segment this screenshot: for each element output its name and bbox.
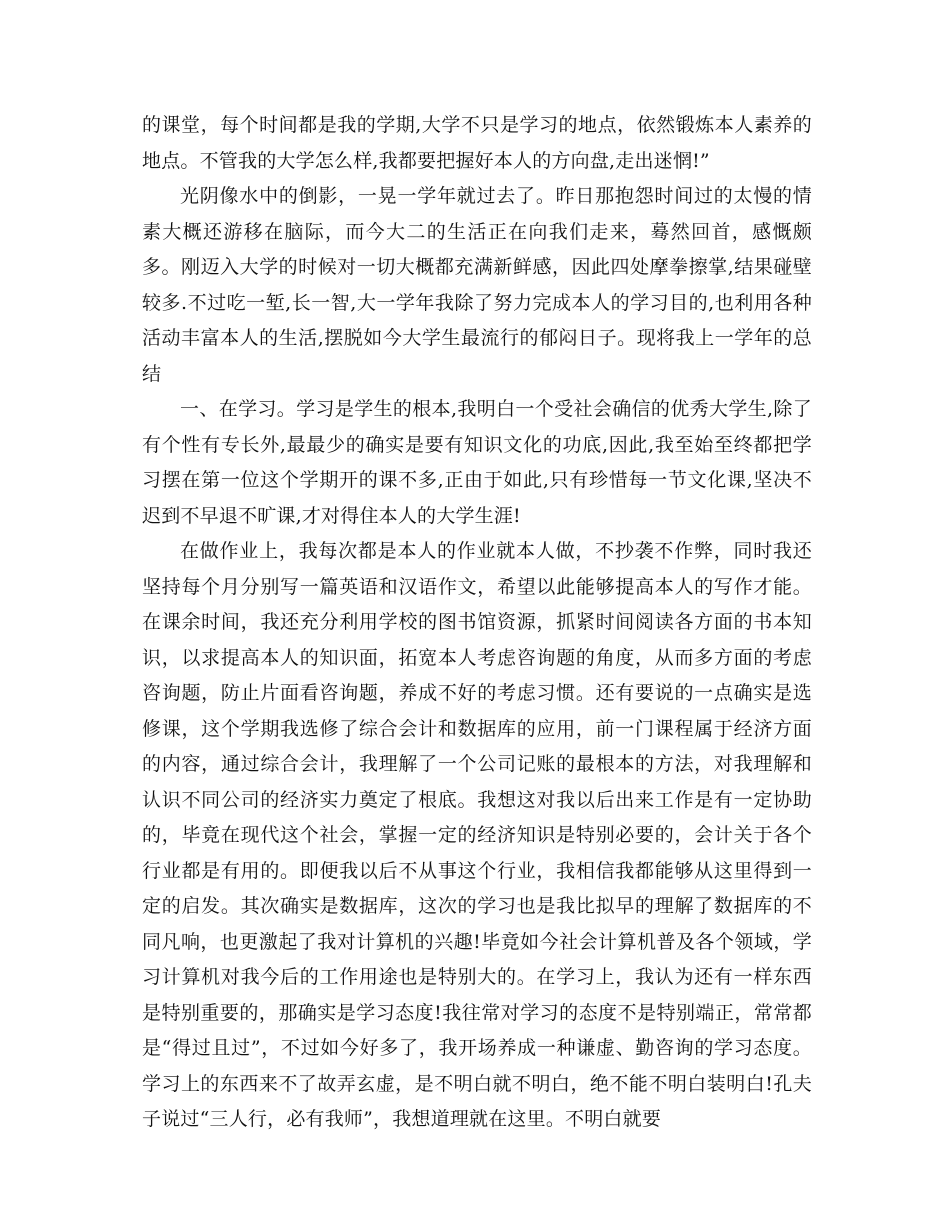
- paragraph-continuation: 的课堂，每个时间都是我的学期,大学不只是学习的地点，依然锻炼本人素养的地点。不管我的大学怎么样,我都要把握好本人的方向盘,走出迷惘!”: [142, 114, 812, 172]
- paragraph-study-section: 一、在学习。学习是学生的根本,我明白一个受社会确信的优秀大学生,除了有个性有专长外,最最少的确实是要有知识文化的功底,因此,我至始至终都把学习摆在第一位这个学期开的课不多,正由于如此,只有珍惜每一节文化课,坚决不迟到不早退不旷课,才对得住本人的大学生涯!: [142, 398, 812, 527]
- document-body: [142, 108, 812, 1138]
- paragraph-time-reflection: 光阴像水中的倒影，一晃一学年就过去了。昨日那抱怨时间过的太慢的情素大概还游移在脑际，而今大二的生活正在向我们走来，蓦然回首，感慨颇多。刚迈入大学的时候对一切大概都充满新鲜感，因此四处摩拳擦掌,结果碰壁较多.不过吃一堑,长一智,大一学年我除了努力完成本人的学习目的,也利用各种活动丰富本人的生活,摆脱如今大学生最流行的郁闷日子。现将我上一学年的总结: [142, 185, 812, 385]
- paragraph-homework-and-electives: 在做作业上，我每次都是本人的作业就本人做，不抄袭不作弊，同时我还坚持每个月分别写一篇英语和汉语作文，希望以此能够提高本人的写作才能。在课余时间，我还充分利用学校的图书馆资源，抓紧时间阅读各方面的书本知识，以求提高本人的知识面，拓宽本人考虑咨询题的角度，从而多方面的考虑咨询题，防止片面看咨询题，养成不好的考虑习惯。还有要说的一点确实是选修课，这个学期我选修了综合会计和数据库的应用，前一门课程属于经济方面的内容，通过综合会计，我理解了一个公司记账的最根本的方法，对我理解和认识不同公司的经济实力奠定了根底。我想这对我以后出来工作是有一定协助的，毕竟在现代这个社会，掌握一定的经济知识是特别必要的，会计关于各个行业都是有用的。即便我以后不从事这个行业，我相信我都能够从这里得到一定的启发。其次确实是数据库，这次的学习也是我比拟早的理解了数据库的不同凡响，也更激起了我对计算机的兴趣!毕竟如今社会计算机普及各个领域，学习计算机对我今后的工作用途也是特别大的。在学习上，我认为还有一样东西是特别重要的，那确实是学习态度!我往常对学习的态度不是特别端正，常常都是“得过且过”，不过如今好多了，我开场养成一种谦虚、勤咨询的学习态度。学习上的东西来不了故弄玄虚，是不明白就不明白，绝不能不明白装明白!孔夫子说过“三人行，必有我师”，我想道理就在这里。不明白就要: [142, 540, 812, 1130]
